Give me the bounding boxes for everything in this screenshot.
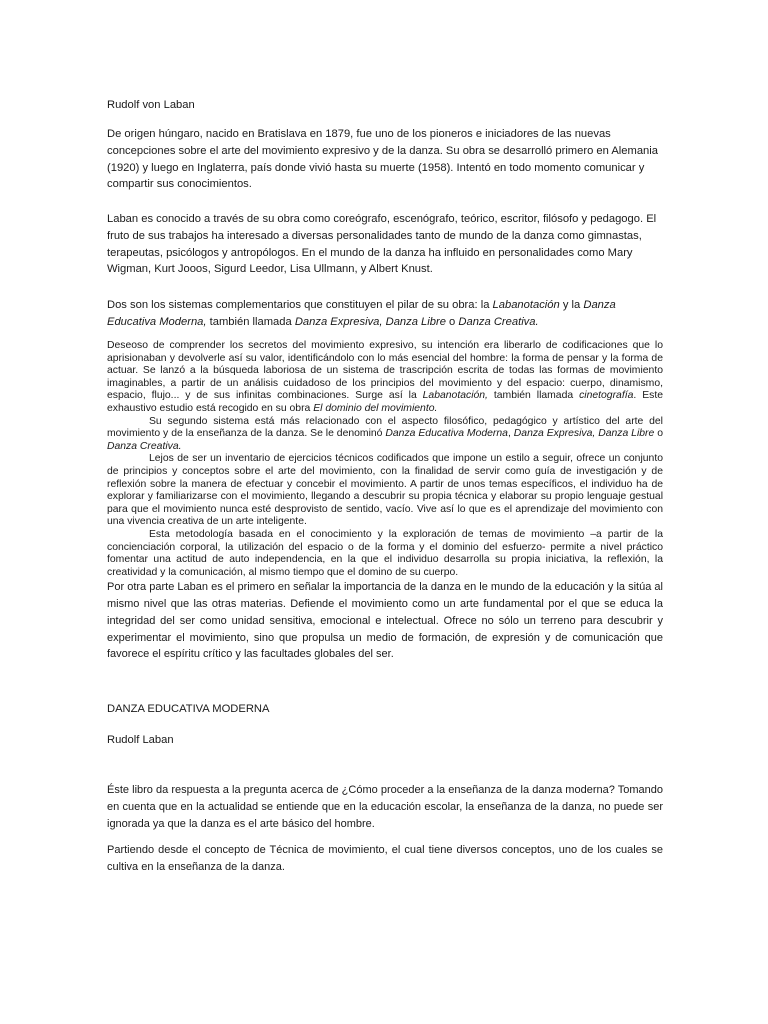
book-summary-paragraph: Éste libro da respuesta a la pregunta acerca de ¿Cómo proceder a la enseñanza de la danza moderna? Tomando en cuenta que en la actualidad se entiende que en la educación escolar, la enseñanza de la danza, no puede ser ignorada ya que la danza es el arte básico del hombre.: [107, 784, 663, 830]
technique-paragraph: Partiendo desde el concepto de Técnica de movimiento, el cual tiene diversos conceptos, uno de los cuales se cultiva en la enseñanza de la danza.: [107, 844, 663, 873]
intro-paragraph: De origen húngaro, nacido en Bratislava en 1879, fue uno de los pioneros e iniciadores de las nuevas concepciones sobre el arte del movimiento expresivo y de la danza. Su obra se desarrolló primero en Alemania (1920) y luego en Inglaterra, país donde vivió hasta su muerte (1958). Intentó en todo momento comunicar y compartir sus conocimientos.: [107, 128, 658, 191]
systems-paragraph: Dos son los sistemas complementarios que constituyen el pilar de su obra: la Labanotación y la Danza Educativa Moderna, también llamada Danza Expresiva, Danza Libre o Danza Creativa.: [107, 299, 616, 328]
labanotation-paragraph: Deseoso de comprender los secretos del movimiento expresivo, su intención era liberarlo de codificaciones que lo aprisionaban y devolverle así su valor, identificándolo con lo más esencial del hombre: la forma de pensar y la forma de actuar. Se lanzó a la búsqueda laboriosa de un sistema de trascripción escrita de todas las formas de movimiento imaginables, a partir de un análisis cuidadoso de los principios del movimiento y del espacio: cuerpo, dinamismo, espacio, flujo... y de sus infinitas combinaciones. Surge así la Labanotación, también llamada cinetografía. Este exhaustivo estudio está recogido en su obra El dominio del movimiento.: [107, 340, 663, 414]
second-system-paragraph: Su segundo sistema está más relacionado con el aspecto filosófico, pedagógico y artístico del arte del movimiento y de la enseñanza de la danza. Se le denominó Danza Educativa Moderna, Danza Expresiva, Danza Libre o Danza Creativa.: [107, 415, 663, 452]
book-author: Rudolf Laban: [107, 734, 174, 746]
doc-title: Rudolf von Laban: [107, 99, 195, 111]
book-heading: DANZA EDUCATIVA MODERNA: [107, 703, 270, 715]
laban-body-section: [107, 340, 663, 663]
methodology-paragraph: Esta metodología basada en el conocimiento y la exploración de temas de movimiento –a partir de la concienciación corporal, la utilización del espacio o de la forma y el dominio del esfuerzo- permite a nivel práctico fomentar una actitud de auto independencia, en la que el individuo desarrolla su propia iniciativa, la reflexión, la creatividad y la comunicación, al mismo tiempo que el domino de su cuerpo.: [107, 528, 663, 578]
education-paragraph: Por otra parte Laban es el primero en señalar la importancia de la danza en le mundo de la educación y la sitúa al mismo nivel que las otras materias. Defiende el movimiento como un arte fundamental por el que se educa la integridad del ser como unidad sensitiva, emocional e intelectual. Ofrece no sólo un terreno para descubrir y experimentar el movimiento, sino que propulsa un medio de formación, de expresión y de comunicación que favorece el espíritu crítico y las facultades globales del ser.: [107, 581, 663, 661]
career-paragraph: Laban es conocido a través de su obra como coreógrafo, escenógrafo, teórico, escritor, filósofo y pedagogo. El fruto de sus trabajos ha interesado a diversas personalidades tanto de mundo de la danza como gimnastas, terapeutas, psicólogos y antropólogos. En el mundo de la danza ha influido en personalidades como Mary Wigman, Kurt Jooos, Sigurd Leedor, Lisa Ullmann, y Albert Knust.: [107, 213, 657, 276]
principles-paragraph: Lejos de ser un inventario de ejercicios técnicos codificados que impone un estilo a seguir, ofrece un conjunto de principios y conceptos sobre el arte del movimiento, con la finalidad de servir como guía de investigación y de reflexión sobre la manera de efectuar y concebir el movimiento. A partir de unos temas específicos, el individuo ha de explorar y familiarizarse con el movimiento, llegando a descubrir su propia técnica y elaborar su propio lenguaje gestual para que el movimiento nunca esté desprovisto de sentido, vacío. Vive así lo que es el aprendizaje del movimiento con una vivencia creativa de un arte inteligente.: [107, 453, 663, 528]
